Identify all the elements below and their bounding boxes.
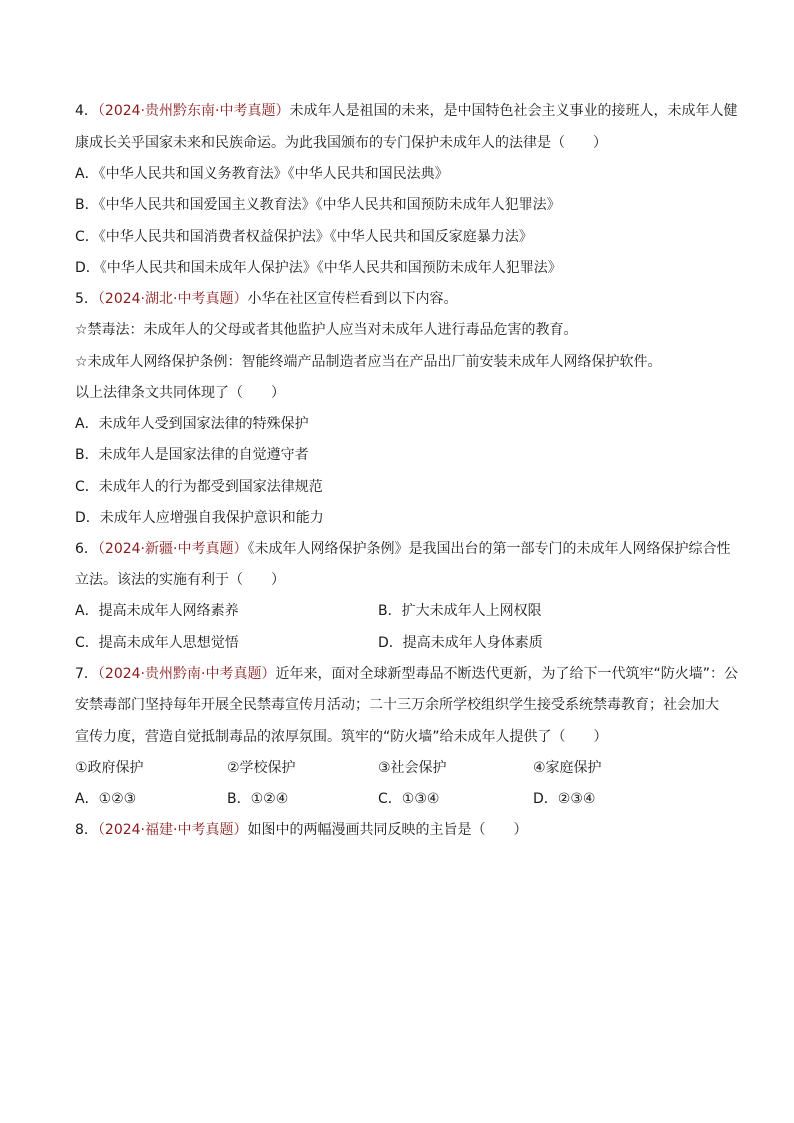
q7-source: （2024·贵州黔南·中考真题） [97,666,276,682]
q6-stem-line2: 立法。该法的实施有利于（ ） [75,572,285,588]
q7-item-2: ②学校保护 [227,760,296,776]
q7-options-row [0,789,794,809]
q7-number: 7． [75,666,98,682]
q5-number: 5． [75,291,98,307]
q6-stem-text: 《未成年人网络保护条例》是我国出台的第一部专门的未成年人网络保护综合性 [247,541,731,557]
q5-option-c: C．未成年人的行为都受到国家法律规范 [75,479,323,495]
q4-stem-line2: 康成长关乎国家未来和民族命运。为此我国颁布的专门保护未成年人的法律是（ ） [75,135,607,151]
q7-stem-line1 [75,664,738,684]
q4-stem-text: 未成年人是祖国的未来，是中国特色社会主义事业的接班人，未成年人健 [289,103,738,119]
q5-source: （2024·湖北·中考真题） [97,291,248,307]
q5-stem-line1 [75,289,457,309]
q7-item-4: ④家庭保护 [533,760,602,776]
q5-option-a: A．未成年人受到国家法律的特殊保护 [75,416,309,432]
q5-option-b: B．未成年人是国家法律的自觉遵守者 [75,447,309,463]
q4-stem-line1 [75,101,737,121]
q5-clause1: ☆禁毒法：未成年人的父母或者其他监护人应当对未成年人进行毒品危害的教育。 [75,322,578,338]
q4-option-a: A．《中华人民共和国义务教育法》《中华人民共和国民法典》 [75,166,449,182]
q8-stem-text: 如图中的两幅漫画共同反映的主旨是（ ） [247,822,528,838]
q6-options-row1 [0,601,794,621]
q7-stem-text: 近年来，面对全球新型毒品不断迭代更新，为了给下一代筑牢“防火墙”：公 [275,666,738,682]
q6-option-a: A．提高未成年人网络素养 [75,603,239,619]
q7-option-c: C．①③④ [378,791,440,807]
q6-source: （2024·新疆·中考真题） [97,541,248,557]
q7-item-1: ①政府保护 [75,760,144,776]
q4-option-d: D．《中华人民共和国未成年人保护法》《中华人民共和国预防未成年人犯罪法》 [75,260,562,276]
q6-number: 6． [75,541,98,557]
q7-stem-line2: 安禁毒部门坚持每年开展全民禁毒宣传月活动；二十三万余所学校组织学生接受系统禁毒教育；社会加大 [75,697,719,713]
q7-stem-line3: 宣传力度，营造自觉抵制毒品的浓厚氛围。筑牢的“防火墙”给未成年人提供了（ ） [75,729,608,745]
q4-number: 4． [75,103,98,119]
q7-option-b: B．①②④ [227,791,289,807]
q5-clause2: ☆未成年人网络保护条例：智能终端产品制造者应当在产品出厂前安装未成年人网络保护软件。 [75,354,662,370]
q6-option-d: D．提高未成年人身体素质 [378,635,543,651]
q4-source: （2024·贵州黔东南·中考真题） [97,103,290,119]
q7-item-3: ③社会保护 [378,760,447,776]
q6-option-b: B．扩大未成年人上网权限 [378,603,542,619]
q5-question: 以上法律条文共同体现了（ ） [75,385,285,401]
q8-number: 8． [75,822,98,838]
q7-option-d: D．②③④ [533,791,596,807]
q7-option-a: A．①②③ [75,791,137,807]
q6-option-c: C．提高未成年人思想觉悟 [75,635,239,651]
q7-items-row [0,758,794,778]
q8-source: （2024·福建·中考真题） [97,822,248,838]
q5-stem-text: 小华在社区宣传栏看到以下内容。 [247,291,458,307]
q6-options-row2 [0,633,794,653]
q4-option-b: B．《中华人民共和国爱国主义教育法》《中华人民共和国预防未成年人犯罪法》 [75,197,561,213]
q4-option-c: C．《中华人民共和国消费者权益保护法》《中华人民共和国反家庭暴力法》 [75,229,533,245]
q6-stem-line1 [75,539,730,559]
q8-stem-line1 [75,820,527,840]
q5-option-d: D．未成年人应增强自我保护意识和能力 [75,510,324,526]
